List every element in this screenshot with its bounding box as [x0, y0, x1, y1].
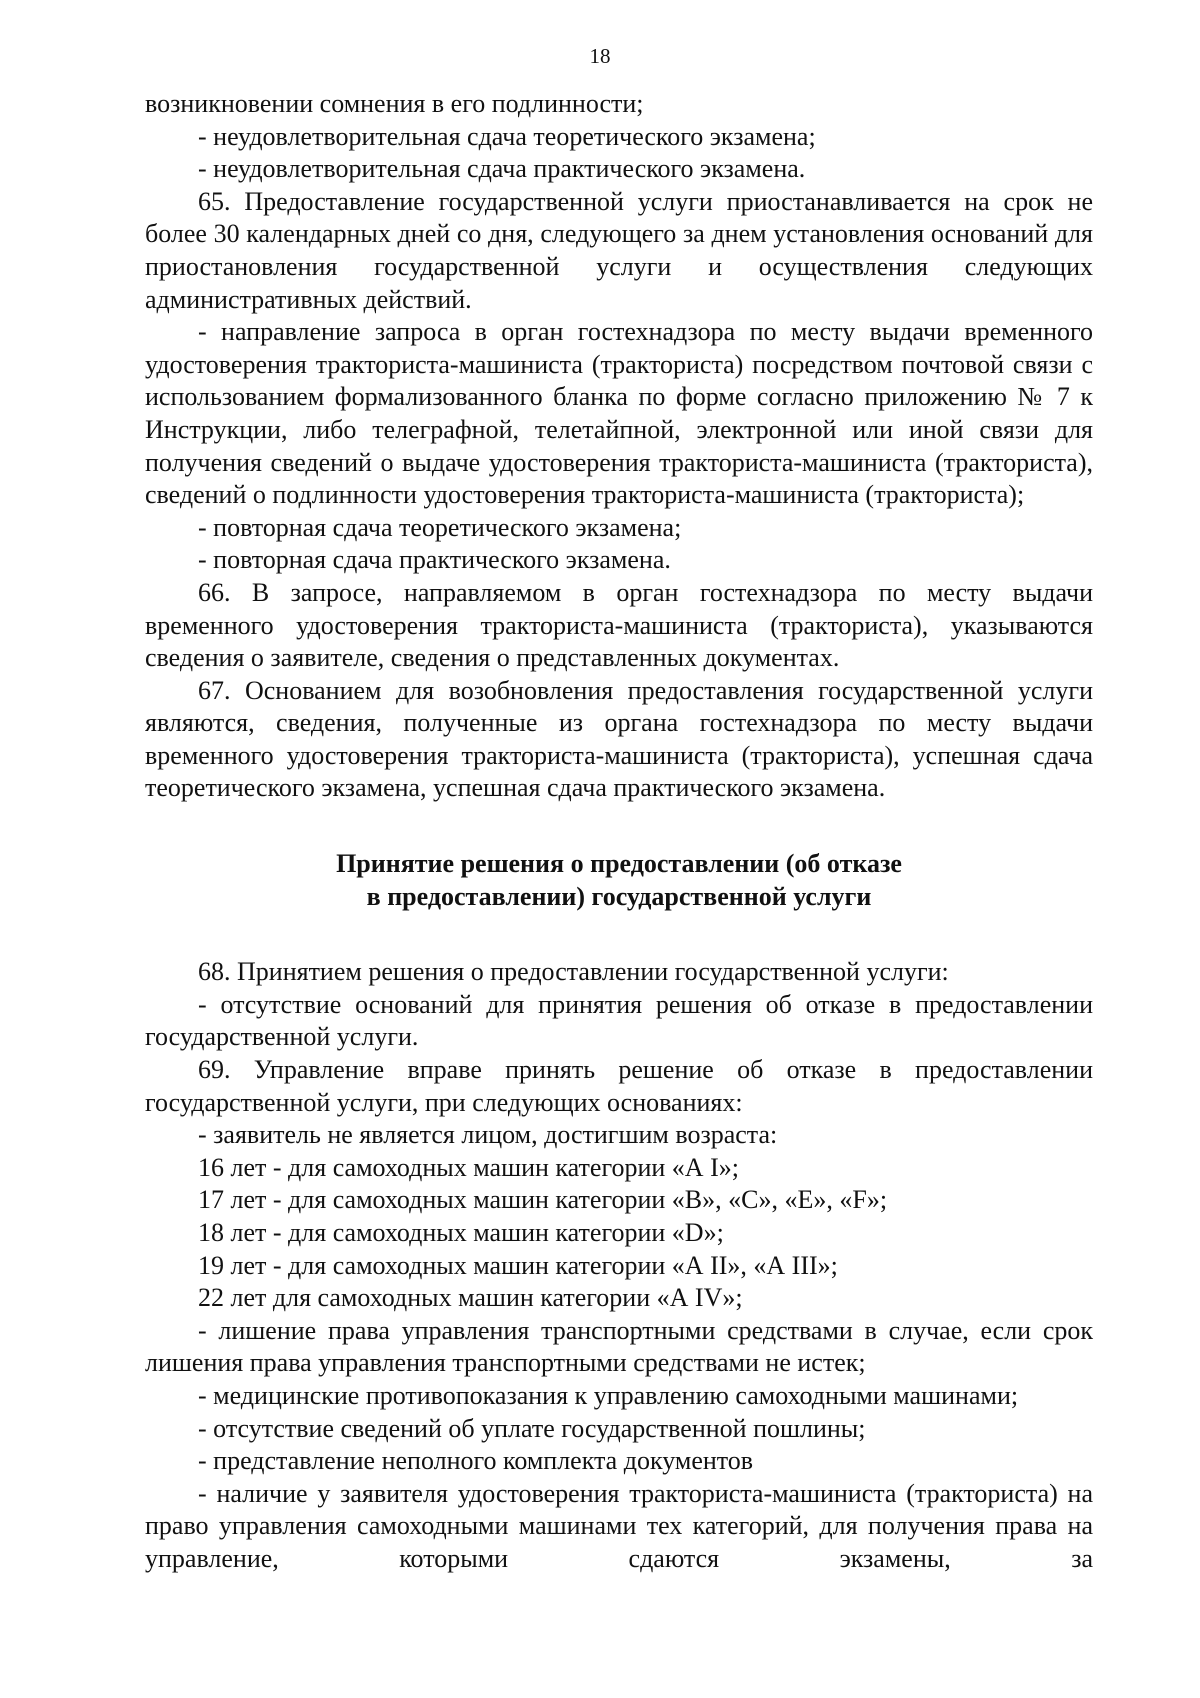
paragraph: 69. Управление вправе принять решение об отказе в предоставлении государственной услуги, при следующих основаниях:	[145, 1055, 1093, 1117]
paragraph: - неудовлетворительная сдача практического экзамена.	[198, 154, 806, 184]
paragraph: - медицинские противопоказания к управлению самоходными машинами;	[198, 1380, 1019, 1410]
paragraph: 68. Принятием решения о предоставлении государственной услуги:	[198, 957, 949, 987]
paragraph: - наличие у заявителя удостоверения тракториста-машиниста (тракториста) на право управления самоходными машинами тех категорий, для получения права на управление, которыми сдаются экзамены, за	[145, 1478, 1093, 1573]
paragraph: - лишение права управления транспортными средствами в случае, если срок лишения права управления транспортными средствами не истек;	[145, 1315, 1093, 1378]
paragraph: - неудовлетворительная сдача теоретического экзамена;	[198, 121, 816, 151]
paragraph: - повторная сдача теоретического экзамена;	[198, 512, 682, 542]
paragraph: 18 лет - для самоходных машин категории «D»;	[198, 1218, 724, 1247]
section-heading-line-2: в предоставлении) государственной услуги	[366, 881, 872, 911]
paragraph: - направление запроса в орган гостехнадзора по месту выдачи временного удостоверения тракториста-машиниста (тракториста) посредством почтовой связи с использованием формализованного бланка по форме согласно приложению № 7 к Инструкции, либо телеграфной, телетайпной, электронной или иной связи для получения сведений о выдаче удостоверения тракториста-машиниста (тракториста), сведений о подлинности удостоверения тракториста-машиниста (тракториста);	[145, 317, 1093, 510]
paragraph: 66. В запросе, направляемом в орган гостехнадзора по месту выдачи временного удостоверения тракториста-машиниста (тракториста), указываются сведения о заявителе, сведения о представленных документах.	[145, 577, 1093, 673]
paragraph: 19 лет - для самоходных машин категории «А II», «А III»;	[198, 1250, 838, 1280]
section-heading	[145, 848, 1093, 913]
page-number: 18	[589, 44, 611, 68]
paragraph: 22 лет для самоходных машин категории «А IV»;	[198, 1283, 743, 1313]
paragraph: - повторная сдача практического экзамена.	[198, 545, 671, 575]
paragraph: - заявитель не является лицом, достигшим возраста:	[198, 1120, 778, 1150]
paragraph: - отсутствие оснований для принятия решения об отказе в предоставлении государственной услуги.	[145, 989, 1093, 1052]
paragraph: 65. Предоставление государственной услуги приостанавливается на срок не более 30 календарных дней со дня, следующего за днем установления оснований для приостановления государственной услуги и осуществления следующих административных действий.	[145, 186, 1093, 314]
paragraph: - отсутствие сведений об уплате государственной пошлины;	[198, 1413, 866, 1443]
paragraph: - представление неполного комплекта документов	[198, 1446, 754, 1476]
section-heading-line-1: Принятие решения о предоставлении (об отказе	[336, 849, 902, 879]
paragraph: 17 лет - для самоходных машин категории «В», «С», «Е», «F»;	[198, 1185, 888, 1215]
paragraph: возникновении сомнения в его подлинности;	[145, 89, 644, 118]
paragraph: 16 лет - для самоходных машин категории «А I»;	[198, 1152, 739, 1182]
paragraphs-before-heading	[145, 88, 1093, 805]
paragraph: 67. Основанием для возобновления предоставления государственной услуги являются, сведения, полученные из органа гостехнадзора по месту выдачи временного удостоверения тракториста-машиниста (тракториста), успешная сдача теоретического экзамена, успешная сдача практического экзамена.	[145, 675, 1093, 803]
document-body	[145, 88, 1093, 1576]
paragraphs-after-heading	[145, 956, 1093, 1575]
